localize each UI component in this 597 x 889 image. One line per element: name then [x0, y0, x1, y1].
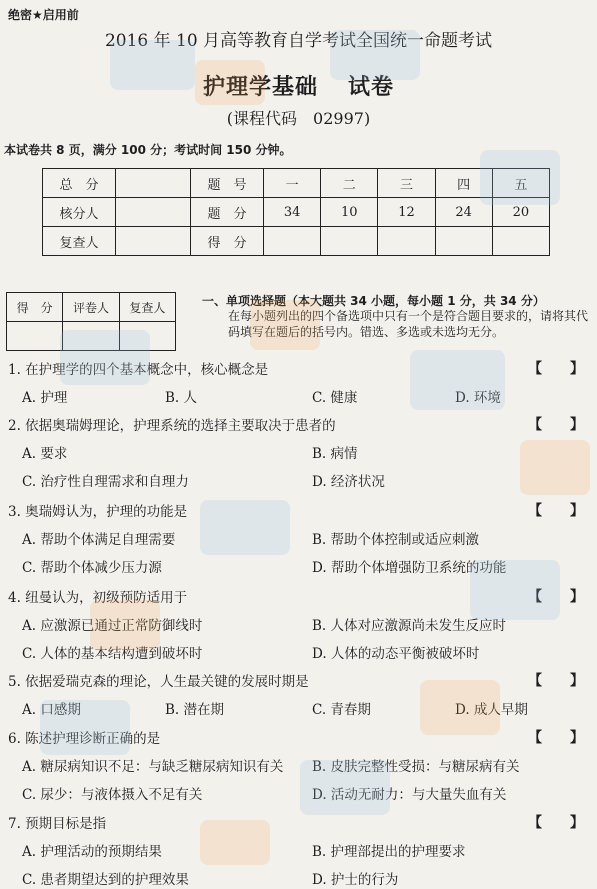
score-cell: [116, 227, 191, 256]
score-cell: 24: [435, 198, 492, 227]
confidential-label: 绝密★启用前: [8, 8, 79, 22]
score-row-2: [43, 198, 550, 227]
score-cell: 五: [492, 169, 549, 198]
title-paper: 试卷: [348, 75, 395, 100]
score-cell: 一: [264, 169, 321, 198]
answer-bracket[interactable]: 【 】: [528, 815, 584, 831]
answer-bracket[interactable]: 【 】: [528, 589, 584, 605]
question-stem: 2. 依据奥瑞姆理论，护理系统的选择主要取决于患者的: [8, 418, 336, 434]
answer-bracket[interactable]: 【 】: [528, 673, 584, 689]
score-cell: 12: [378, 198, 435, 227]
answer-option[interactable]: A. 口感期: [22, 702, 81, 718]
course-code: (课程代码 02997): [226, 109, 371, 128]
score-cell: 三: [378, 169, 435, 198]
answer-option[interactable]: D. 经济状况: [312, 474, 385, 490]
answer-option[interactable]: B. 潜在期: [165, 702, 225, 718]
answer-option[interactable]: C. 患者期望达到的护理效果: [22, 872, 189, 888]
answer-option[interactable]: B. 护理部提出的护理要求: [312, 844, 466, 860]
answer-option[interactable]: D. 环境: [455, 390, 501, 406]
paper-title: [0, 70, 597, 101]
grader-header-row: [7, 293, 176, 322]
score-cell: 二: [321, 169, 378, 198]
answer-option[interactable]: A. 糖尿病知识不足：与缺乏糖尿病知识有关: [22, 759, 284, 775]
score-cell: [492, 227, 549, 256]
answer-option[interactable]: C. 青春期: [312, 702, 371, 718]
score-cell: 核分人: [43, 198, 116, 227]
answer-option[interactable]: A. 应激源已通过正常防御线时: [22, 618, 203, 634]
score-cell: 四: [435, 169, 492, 198]
score-row-1: [43, 169, 550, 198]
answer-option[interactable]: A. 要求: [22, 446, 68, 462]
score-cell: [264, 227, 321, 256]
score-cell: [435, 227, 492, 256]
grader-header: 复查人: [119, 293, 175, 322]
answer-option[interactable]: C. 人体的基本结构遭到破坏时: [22, 646, 203, 662]
answer-option[interactable]: D. 帮助个体增强防卫系统的功能: [312, 560, 507, 576]
question-stem: 5. 依据爱瑞克森的理论，人生最关键的发展时期是: [8, 674, 309, 690]
answer-option[interactable]: C. 尿少：与液体摄入不足有关: [22, 787, 203, 803]
section-instructions: 在每小题列出的四个备选项中只有一个是符合题目要求的，请将其代码填写在题后的括号内。错选、多选或未选均无分。: [228, 309, 589, 339]
score-cell: 题 分: [191, 198, 264, 227]
answer-option[interactable]: C. 帮助个体减少压力源: [22, 560, 162, 576]
score-row-3: [43, 227, 550, 256]
answer-option[interactable]: D. 活动无耐力：与大量失血有关: [312, 787, 507, 803]
score-cell: 10: [321, 198, 378, 227]
question-stem: 3. 奥瑞姆认为，护理的功能是: [8, 504, 188, 520]
answer-bracket[interactable]: 【 】: [528, 730, 584, 746]
score-cell: 20: [492, 198, 549, 227]
title-subject: 护理学基础: [202, 75, 318, 100]
score-cell: [378, 227, 435, 256]
answer-option[interactable]: A. 护理活动的预期结果: [22, 844, 162, 860]
answer-option[interactable]: A. 帮助个体满足自理需要: [22, 532, 176, 548]
answer-option[interactable]: B. 人体对应激源尚未发生反应时: [312, 618, 507, 634]
grader-blank-row: [7, 322, 176, 351]
answer-bracket[interactable]: 【 】: [528, 503, 584, 519]
grader-cell: [63, 322, 119, 351]
answer-option[interactable]: C. 治疗性自理需求和自理力: [22, 474, 189, 490]
question-stem: 7. 预期目标是指: [8, 816, 107, 832]
answer-option[interactable]: D. 护士的行为: [312, 872, 399, 888]
question-stem: 6. 陈述护理诊断正确的是: [8, 731, 161, 747]
answer-option[interactable]: B. 病情: [312, 446, 358, 462]
score-cell: 题 号: [191, 169, 264, 198]
answer-option[interactable]: D. 人体的动态平衡被破坏时: [312, 646, 480, 662]
answer-option[interactable]: B. 帮助个体控制或适应刺激: [312, 532, 480, 548]
score-cell: 总 分: [43, 169, 116, 198]
grader-header: 得 分: [7, 293, 63, 322]
score-cell: 得 分: [191, 227, 264, 256]
answer-option[interactable]: D. 成人早期: [455, 702, 528, 718]
score-cell: [321, 227, 378, 256]
score-cell: 34: [264, 198, 321, 227]
question-stem: 1. 在护理学的四个基本概念中，核心概念是: [8, 362, 269, 378]
answer-bracket[interactable]: 【 】: [528, 417, 584, 433]
score-cell: 复查人: [43, 227, 116, 256]
grader-table: [6, 292, 176, 351]
question-stem: 4. 纽曼认为，初级预防适用于: [8, 590, 188, 606]
answer-option[interactable]: B. 人: [165, 390, 198, 406]
answer-option[interactable]: A. 护理: [22, 390, 68, 406]
grader-cell: [119, 322, 175, 351]
exam-line: 2016 年 10 月高等教育自学考试全国统一命题考试: [104, 31, 493, 51]
answer-option[interactable]: B. 皮肤完整性受损：与糖尿病有关: [312, 759, 520, 775]
score-cell: [116, 169, 191, 198]
answer-option[interactable]: C. 健康: [312, 390, 358, 406]
score-cell: [116, 198, 191, 227]
grader-header: 评卷人: [63, 293, 119, 322]
answer-bracket[interactable]: 【 】: [528, 361, 584, 377]
section-heading: 一、单项选择题（本大题共 34 小题，每小题 1 分，共 34 分）: [202, 294, 545, 308]
exam-notice: 本试卷共 8 页，满分 100 分；考试时间 150 分钟。: [4, 143, 292, 157]
score-table: [42, 168, 550, 256]
grader-cell: [7, 322, 63, 351]
